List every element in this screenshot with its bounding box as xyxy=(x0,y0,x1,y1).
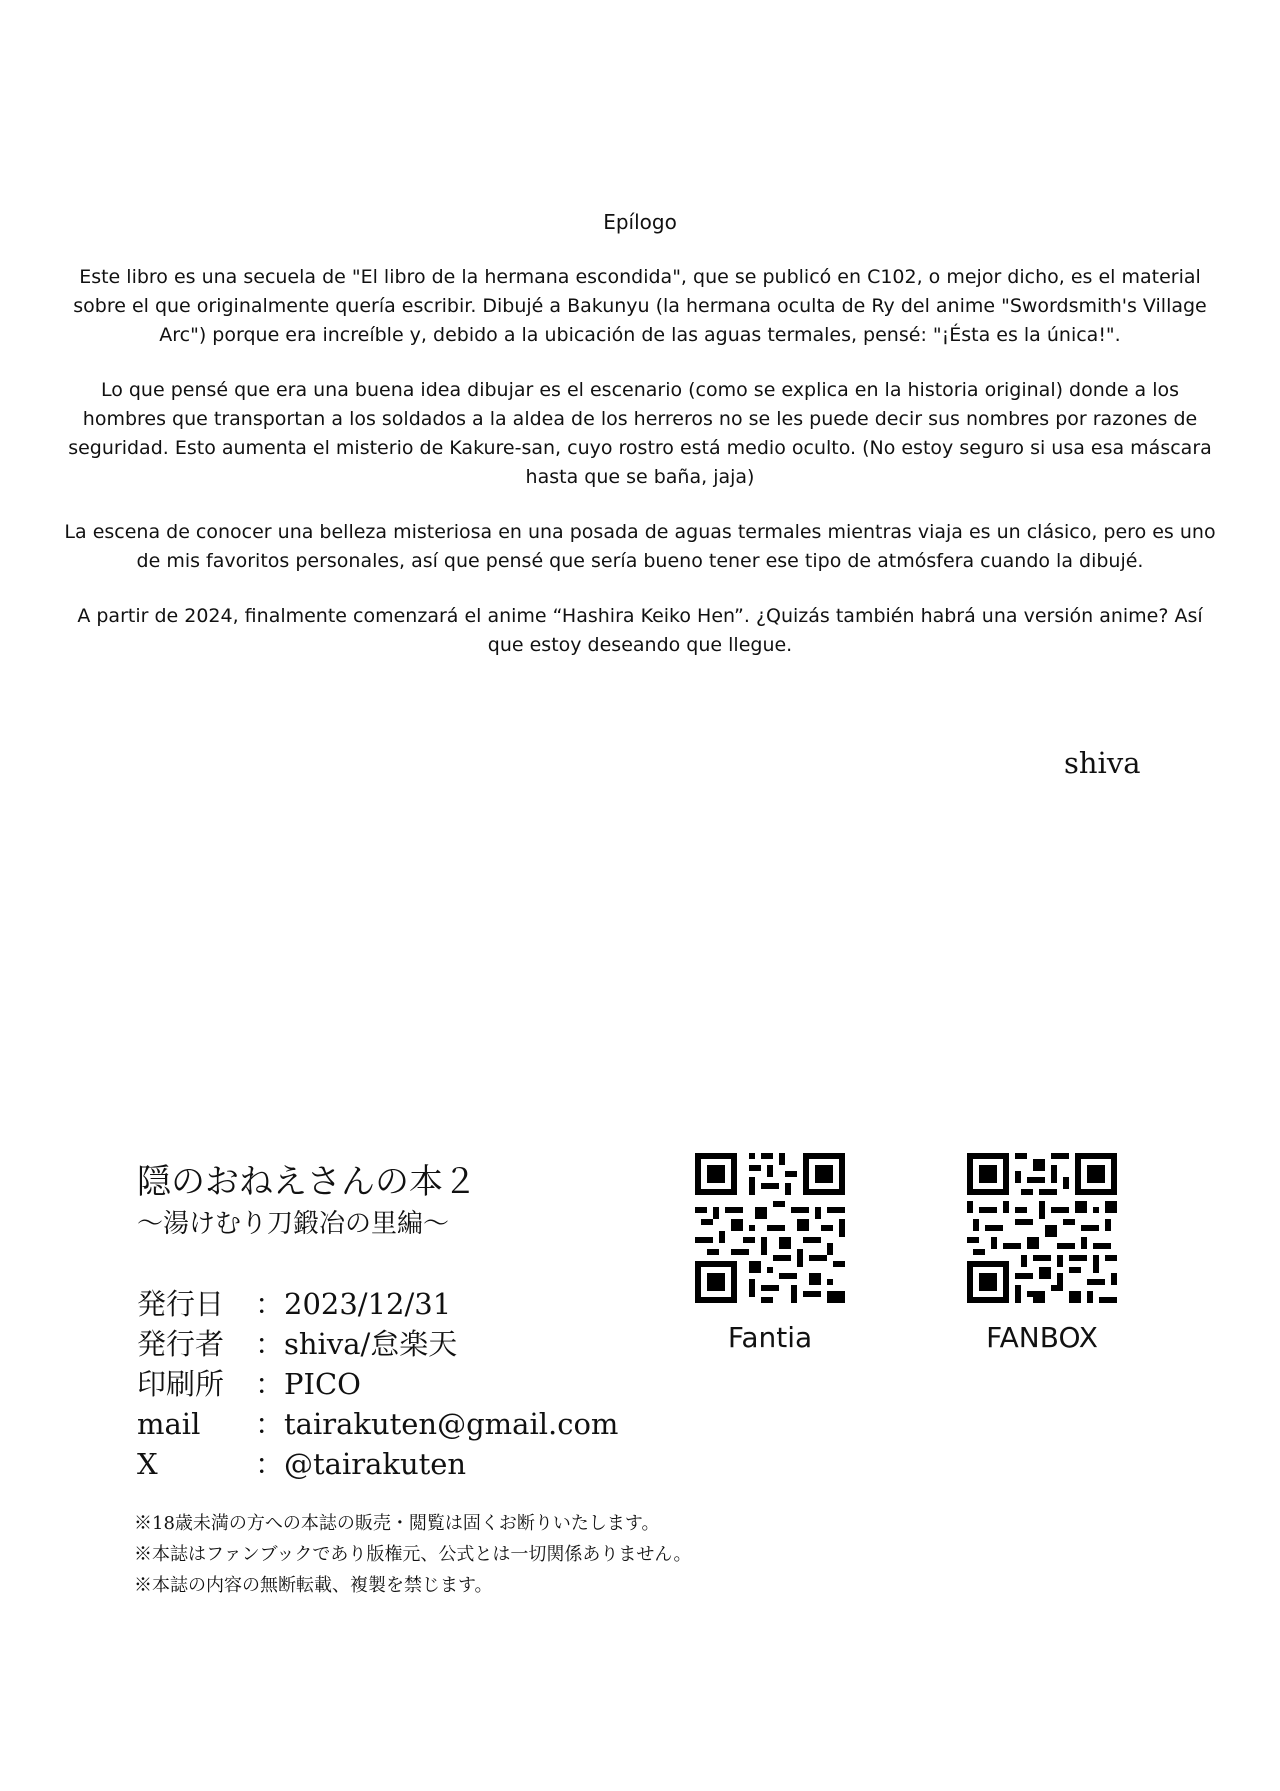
legal-notes xyxy=(134,1508,691,1601)
epilogue-section xyxy=(60,208,1220,686)
qr-block-fanbox[interactable] xyxy=(960,1153,1124,1354)
info-label: X xyxy=(137,1447,158,1481)
book-subtitle: 〜湯けむり刀鍛冶の里編〜 xyxy=(137,1209,450,1239)
book-title: 隠のおねえさんの本２ xyxy=(137,1162,477,1202)
epilogue-paragraph-2: Lo que pensé que era una buena idea dibujar es el escenario (como se explica en la historia original) donde a los hombres que transportan a los soldados a la aldea de los herreros no se les puede decir sus nombres por razones de seguridad. Esto aumenta el misterio de Kakure-san, cuyo rostro está medio oculto. (No estoy seguro si usa esa máscara hasta que se baña, jaja) xyxy=(68,379,1212,488)
info-row-mail xyxy=(137,1404,657,1444)
epilogue-paragraph-4: A partir de 2024, finalmente comenzará el anime “Hashira Keiko Hen”. ¿Quizás también habrá una versión anime? Así que estoy deseando que llegue. xyxy=(77,605,1203,656)
author-signature: shiva xyxy=(1064,746,1141,780)
info-label: 発行者 xyxy=(137,1327,225,1361)
qr-label: Fantia xyxy=(727,1321,813,1354)
epilogue-paragraph-3: La escena de conocer una belleza misteriosa en una posada de aguas termales mientras viaja es un clásico, pero es uno de mis favoritos personales, así que pensé que sería bueno tener ese tipo de atmósfera cuando la dibujé. xyxy=(64,521,1216,572)
info-label: 印刷所 xyxy=(137,1367,225,1401)
info-row-publisher xyxy=(137,1324,657,1364)
legal-note: ※本誌はファンブックであり版権元、公式とは一切関係ありません。 xyxy=(134,1544,692,1565)
legal-note: ※18歳未満の方への本誌の販売・閲覧は固くお断りいたします。 xyxy=(134,1513,660,1534)
info-value: ：PICO xyxy=(255,1367,361,1401)
info-label: mail xyxy=(137,1407,201,1441)
info-row-printer xyxy=(137,1364,657,1404)
info-label: 発行日 xyxy=(137,1287,225,1321)
qr-code-icon[interactable] xyxy=(695,1153,845,1303)
info-value: ：shiva/怠楽天 xyxy=(255,1327,458,1361)
qr-code-icon[interactable] xyxy=(967,1153,1117,1303)
info-row-x xyxy=(137,1444,657,1484)
qr-block-fantia[interactable] xyxy=(688,1153,852,1354)
epilogue-paragraph-1: Este libro es una secuela de "El libro de la hermana escondida", que se publicó en C102, o mejor dicho, es el material sobre el que originalmente quería escribir. Dibujé a Bakunyu (la hermana oculta de Ry del anime "Swordsmith's Village Arc") porque era increíble y, debido a la ubicación de las aguas termales, pensé: "¡Ésta es la única!". xyxy=(73,266,1207,346)
colophon xyxy=(137,1160,657,1484)
info-value: ：2023/12/31 xyxy=(255,1287,452,1321)
info-value: ：@tairakuten xyxy=(255,1447,467,1481)
info-row-publish-date xyxy=(137,1284,657,1324)
info-value: ：tairakuten@gmail.com xyxy=(255,1407,619,1441)
qr-label: FANBOX xyxy=(986,1321,1098,1354)
legal-note: ※本誌の内容の無断転載、複製を禁じます。 xyxy=(134,1575,493,1596)
epilogue-heading: Epílogo xyxy=(603,210,677,234)
